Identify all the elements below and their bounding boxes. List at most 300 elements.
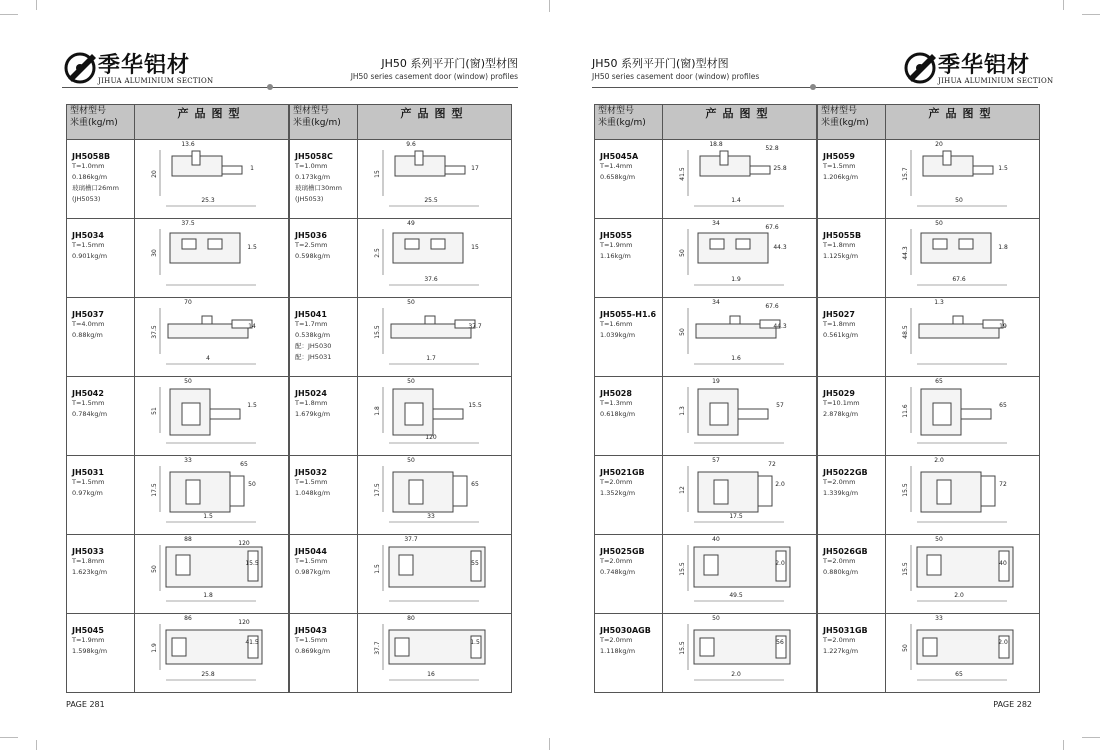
profile-info (595, 614, 662, 657)
dimension-label: 1 (249, 165, 254, 172)
profile-code: JH5028 (600, 389, 632, 398)
profile-row (67, 456, 289, 535)
table-header-row (595, 105, 817, 140)
profile-wall (933, 239, 947, 249)
profile-outline (395, 151, 465, 176)
profile-spec: 1.048kg/m (295, 489, 331, 497)
profile-info-cell (818, 535, 886, 614)
profile-row (67, 377, 289, 456)
column-header-model-line2: 米重(kg/m) (293, 118, 341, 128)
dimension-label: 88 (183, 536, 192, 543)
profile-cross-section-drawing (371, 219, 499, 291)
profile-code: JH5031 (72, 468, 104, 477)
profile-row (290, 377, 512, 456)
dimension-label: 50 (954, 197, 963, 204)
profile-outline (921, 389, 991, 435)
profile-spec: 0.598kg/m (295, 252, 331, 260)
dimension-label: 72 (998, 481, 1007, 488)
profile-outline (694, 547, 790, 587)
profile-info-cell (818, 456, 886, 535)
dimension-label: 44.3 (772, 323, 787, 330)
dimension-label: 72 (767, 461, 776, 468)
profile-row (67, 535, 289, 614)
profile-code: JH5031GB (823, 626, 868, 635)
profile-drawing-cell (663, 298, 817, 377)
profile-info (67, 140, 134, 205)
profile-info-cell (595, 614, 663, 693)
dimension-label: 1.5 (246, 244, 257, 251)
profile-info-cell (290, 219, 358, 298)
profile-wall (937, 480, 951, 504)
profile-spec: 0.88kg/m (72, 331, 103, 339)
profile-code: JH5030AGB (600, 626, 651, 635)
profile-row (290, 456, 512, 535)
profile-info-cell (818, 614, 886, 693)
profile-spec: 配：JH5030 (295, 342, 332, 350)
profile-row (595, 140, 817, 219)
catalog-page-right (550, 0, 1100, 750)
profile-code: JH5036 (295, 231, 327, 240)
table-header-row (290, 105, 512, 140)
profile-cross-section-drawing (148, 219, 276, 291)
profile-row (595, 377, 817, 456)
dimension-label: 67.6 (951, 276, 966, 283)
profile-info-cell (290, 140, 358, 219)
dimension-label: 1.9 (150, 643, 158, 653)
dimension-label: 50 (678, 249, 686, 257)
profile-wall (710, 403, 728, 425)
profile-info (595, 140, 662, 183)
profile-row (290, 140, 512, 219)
profile-drawing-cell (135, 298, 289, 377)
profile-info (818, 614, 885, 657)
profile-cross-section-drawing (371, 298, 499, 370)
dimension-label: 1.9 (730, 276, 741, 283)
profile-spec: T=1.9mm (600, 241, 633, 249)
profile-wall (395, 638, 409, 656)
profile-info-cell (290, 535, 358, 614)
profile-wall (923, 638, 937, 656)
dimension-label: 4 (205, 355, 210, 362)
column-header-drawing (663, 105, 817, 140)
column-header-model (595, 105, 663, 140)
profile-code: JH5045 (72, 626, 104, 635)
dimension-label: 49.5 (728, 592, 743, 599)
profile-row (818, 614, 1040, 693)
dimension-label: 30 (150, 249, 158, 257)
profile-info (67, 456, 134, 499)
dimension-label: 2.5 (373, 248, 381, 258)
profile-wall (921, 233, 991, 263)
profile-spec: T=2.0mm (823, 478, 856, 486)
dimension-label: 1.3 (933, 299, 944, 306)
profile-outline (170, 389, 240, 435)
profile-spec: 1.16kg/m (600, 252, 631, 260)
profile-drawing-cell (886, 535, 1040, 614)
profile-drawing-cell (135, 377, 289, 456)
profile-wall (405, 239, 419, 249)
profile-info-cell (595, 535, 663, 614)
dimension-label: 120 (424, 434, 437, 441)
dimension-label: 1.3 (678, 406, 686, 416)
profile-spec: (JH5053) (72, 195, 101, 203)
profile-code: JH5022GB (823, 468, 868, 477)
profile-outline (921, 233, 991, 263)
dimension-label: 120 (237, 540, 250, 547)
dimension-label: 33 (183, 457, 192, 464)
dimension-label: 1.8 (997, 244, 1008, 251)
profile-spec: 0.784kg/m (72, 410, 108, 418)
profile-info (818, 298, 885, 341)
dimension-label: 17.5 (150, 483, 158, 497)
profile-wall (933, 403, 951, 425)
dimension-label: 65 (954, 671, 963, 678)
profile-spec: 1.679kg/m (295, 410, 331, 418)
page-number: PAGE 282 (993, 700, 1032, 709)
dimension-label: 1.5 (202, 513, 213, 520)
profile-code: JH5044 (295, 547, 327, 556)
dimension-label: 49 (406, 220, 415, 227)
profile-info (290, 219, 357, 262)
dimension-label: 16 (426, 671, 435, 678)
dimension-label: 2.0 (774, 560, 785, 567)
dimension-label: 120 (237, 619, 250, 626)
profile-spec: 1.125kg/m (823, 252, 859, 260)
column-header-model-line1: 型材型号 (293, 106, 330, 116)
profile-spec: T=2.0mm (823, 557, 856, 565)
profile-cross-section-drawing (676, 614, 804, 686)
profile-drawing-cell (886, 140, 1040, 219)
profile-spec: T=2.0mm (823, 636, 856, 644)
column-header-model-line2: 米重(kg/m) (598, 118, 646, 128)
dimension-label: 41.5 (244, 639, 259, 646)
dimension-label: 15.5 (901, 562, 909, 576)
dimension-label: 65 (239, 461, 248, 468)
profile-wall (415, 151, 423, 165)
profile-wall (393, 233, 463, 263)
profile-spec: 1.623kg/m (72, 568, 108, 576)
page-header (351, 55, 518, 81)
profile-spec: 玻璃槽口30mm (295, 184, 342, 192)
profile-info (290, 614, 357, 657)
header-title-cn: JH50 系列平开门(窗)型材图 (381, 57, 518, 70)
profile-cross-section-drawing (371, 140, 499, 212)
profile-info-cell (818, 140, 886, 219)
profile-row (818, 140, 1040, 219)
column-header-model (67, 105, 135, 140)
profile-code: JH5029 (823, 389, 855, 398)
dimension-label: 37.7 (403, 536, 418, 543)
profile-spec: 0.901kg/m (72, 252, 108, 260)
profile-info (595, 535, 662, 578)
dimension-label: 40 (998, 560, 1007, 567)
dimension-label: 34 (711, 299, 720, 306)
profile-outline (389, 630, 485, 664)
column-header-drawing-label: 产品图型 (177, 107, 246, 120)
profile-info-cell (67, 614, 135, 693)
column-header-drawing-label: 产品图型 (928, 107, 997, 120)
column-header-model (290, 105, 358, 140)
dimension-label: 17.5 (728, 513, 743, 520)
dimension-label: 25.8 (772, 165, 787, 172)
profile-info-cell (595, 298, 663, 377)
column-header-model-line1: 型材型号 (70, 106, 107, 116)
dimension-label: 86 (183, 615, 192, 622)
profile-cross-section-drawing (676, 535, 804, 607)
dimension-label: 37.7 (467, 323, 482, 330)
profile-outline (389, 547, 485, 587)
profile-spec: 2.878kg/m (823, 410, 859, 418)
profile-wall (192, 151, 200, 165)
profile-outline (698, 472, 772, 512)
dimension-label: 15.7 (901, 167, 909, 181)
profile-drawing-cell (358, 614, 512, 693)
wheel-logo-icon (62, 46, 102, 86)
dimension-label: 57 (775, 402, 784, 409)
profile-row (818, 456, 1040, 535)
profile-row (67, 219, 289, 298)
profile-info-cell (595, 140, 663, 219)
profile-cross-section-drawing (899, 377, 1027, 449)
profile-info (290, 298, 357, 363)
profile-info (290, 535, 357, 578)
profile-drawing-cell (358, 456, 512, 535)
profile-wall (172, 638, 186, 656)
profile-drawing-cell (886, 219, 1040, 298)
page-header (592, 55, 759, 81)
profile-wall (953, 316, 963, 324)
profile-drawing-cell (358, 219, 512, 298)
profile-cross-section-drawing (899, 298, 1027, 370)
profile-info-cell (290, 377, 358, 456)
profile-cross-section-drawing (148, 456, 276, 528)
profile-cross-section-drawing (676, 219, 804, 291)
dimension-label: 1.7 (425, 355, 436, 362)
profile-cross-section-drawing (371, 614, 499, 686)
profile-info-cell (818, 298, 886, 377)
profile-spec: T=1.5mm (823, 162, 856, 170)
dimension-label: 9.6 (405, 141, 416, 148)
dimension-label: 17.5 (373, 483, 381, 497)
dimension-label: 37.5 (150, 325, 158, 339)
dimension-label: 25.5 (423, 197, 438, 204)
dimension-label: 37.5 (180, 220, 195, 227)
dimension-label: 15.5 (678, 562, 686, 576)
dimension-label: 40 (711, 536, 720, 543)
dimension-label: 2.0 (933, 457, 944, 464)
brand-logo (902, 44, 1052, 92)
profile-spec: 0.987kg/m (295, 568, 331, 576)
header-title-en: JH50 series casement door (window) profiles (592, 72, 760, 81)
dimension-label: 37.7 (373, 641, 381, 655)
profile-spec: T=1.5mm (72, 399, 105, 407)
profile-drawing-cell (886, 377, 1040, 456)
profile-drawing-cell (358, 140, 512, 219)
dimension-label: 15 (470, 244, 479, 251)
dimension-label: 17 (470, 165, 479, 172)
profile-row (290, 614, 512, 693)
profile-info (595, 377, 662, 420)
profile-drawing-cell (135, 535, 289, 614)
profile-code: JH5021GB (600, 468, 645, 477)
dimension-label: 1.4 (730, 197, 741, 204)
profile-code: JH5032 (295, 468, 327, 477)
profile-wall (959, 239, 973, 249)
dimension-label: 44.3 (901, 246, 909, 260)
dimension-label: 37.6 (423, 276, 438, 283)
brand-name-en: JIHUA ALUMINIUM SECTION (938, 77, 1054, 85)
dimension-label: 1.8 (202, 592, 213, 599)
profile-info-cell (290, 298, 358, 377)
dimension-label: 15.5 (678, 641, 686, 655)
profile-spec: T=1.4mm (600, 162, 633, 170)
profile-info (818, 219, 885, 262)
profile-spec: T=1.7mm (295, 320, 328, 328)
profile-code: JH5037 (72, 310, 104, 319)
brand-name-en: JIHUA ALUMINIUM SECTION (98, 77, 214, 85)
profile-spec: 1.206kg/m (823, 173, 859, 181)
dimension-label: 14 (247, 323, 256, 330)
profile-outline (393, 472, 467, 512)
column-header-model-line1: 型材型号 (598, 106, 635, 116)
profile-code: JH5058B (72, 152, 111, 161)
profile-spec: 0.618kg/m (600, 410, 636, 418)
profile-wall (698, 233, 768, 263)
brand-logo (62, 44, 212, 92)
dimension-label: 25.8 (200, 671, 215, 678)
profile-outline (391, 316, 475, 338)
profile-spec: 0.561kg/m (823, 331, 859, 339)
profile-wall (170, 233, 240, 263)
profile-wall (973, 166, 993, 174)
profile-spec: T=1.9mm (72, 636, 105, 644)
profile-drawing-cell (135, 140, 289, 219)
profile-cross-section-drawing (676, 377, 804, 449)
profile-spec: 0.186kg/m (72, 173, 108, 181)
profile-info-cell (67, 456, 135, 535)
profile-info (67, 377, 134, 420)
dimension-label: 1.5 (469, 639, 480, 646)
dimension-label: 80 (406, 615, 415, 622)
profile-drawing-cell (663, 614, 817, 693)
profile-info (595, 298, 662, 341)
profile-code: JH5058C (295, 152, 333, 161)
profile-wall (943, 151, 951, 165)
profile-wall (431, 239, 445, 249)
column-header-drawing (135, 105, 289, 140)
profile-outline (166, 630, 262, 664)
profile-outline (917, 547, 1013, 587)
dimension-label: 25.3 (200, 197, 215, 204)
profile-drawing-cell (663, 219, 817, 298)
header-rule-dot (267, 84, 273, 90)
profile-outline (170, 472, 244, 512)
profile-outline (698, 389, 768, 435)
profile-spec: T=2.5mm (295, 241, 328, 249)
profile-outline (917, 630, 1013, 664)
profile-info (818, 535, 885, 578)
dimension-label: 15 (373, 170, 381, 178)
profile-spec: T=1.8mm (823, 241, 856, 249)
profile-outline (919, 316, 1003, 338)
profile-cross-section-drawing (148, 298, 276, 370)
profile-wall (222, 166, 242, 174)
dimension-label: 15.5 (901, 483, 909, 497)
profile-info-cell (67, 377, 135, 456)
profile-drawing-cell (135, 219, 289, 298)
header-rule-dot (810, 84, 816, 90)
profile-outline (696, 316, 780, 338)
profile-wall (981, 476, 995, 506)
profile-code: JH5027 (823, 310, 855, 319)
profile-row (818, 219, 1040, 298)
profile-drawing-cell (886, 614, 1040, 693)
profile-spec: (JH5053) (295, 195, 324, 203)
profile-info-cell (67, 140, 135, 219)
dimension-label: 51 (150, 407, 158, 415)
profile-row (818, 535, 1040, 614)
profile-outline (698, 233, 768, 263)
dimension-label: 1.6 (730, 355, 741, 362)
profile-spec: T=1.0mm (295, 162, 328, 170)
profile-code: JH5055-H1.6 (600, 310, 657, 319)
profile-wall (750, 166, 770, 174)
profile-info (67, 298, 134, 341)
dimension-label: 33 (426, 513, 435, 520)
page-number: PAGE 281 (66, 700, 105, 709)
profile-wall (405, 403, 423, 425)
profile-wall (176, 555, 190, 575)
profile-wall (399, 555, 413, 575)
profile-spec: 配：JH5031 (295, 353, 332, 361)
profile-info (290, 456, 357, 499)
profile-spec: T=1.3mm (600, 399, 633, 407)
profile-wall (453, 476, 467, 506)
profile-spec: 1.039kg/m (600, 331, 636, 339)
profile-code: JH5045A (600, 152, 639, 161)
profile-drawing-cell (663, 535, 817, 614)
profile-cross-section-drawing (899, 456, 1027, 528)
dimension-label: 13.6 (180, 141, 195, 148)
profile-wall (758, 476, 772, 506)
profile-outline (168, 316, 252, 338)
profile-spec: 1.339kg/m (823, 489, 859, 497)
profile-cross-section-drawing (148, 377, 276, 449)
profile-code: JH5055 (600, 231, 632, 240)
profile-outline (166, 547, 262, 587)
profile-spec: 0.97kg/m (72, 489, 103, 497)
dimension-label: 50 (678, 328, 686, 336)
profile-wall (445, 166, 465, 174)
column-header-drawing-label: 产品图型 (705, 107, 774, 120)
wheel-logo-icon (902, 46, 942, 86)
profile-outline (172, 151, 242, 176)
profile-code: JH5059 (823, 152, 855, 161)
dimension-label: 2.0 (997, 639, 1008, 646)
dimension-label: 50 (183, 378, 192, 385)
profile-wall (202, 316, 212, 324)
column-header-model (818, 105, 886, 140)
profile-spec: T=1.5mm (72, 478, 105, 486)
profile-wall (425, 316, 435, 324)
dimension-label: 15.5 (373, 325, 381, 339)
profile-spec: 1.118kg/m (600, 647, 636, 655)
dimension-label: 50 (934, 220, 943, 227)
profile-info (67, 535, 134, 578)
profile-row (67, 140, 289, 219)
profile-cross-section-drawing (148, 535, 276, 607)
dimension-label: 1.5 (997, 165, 1008, 172)
